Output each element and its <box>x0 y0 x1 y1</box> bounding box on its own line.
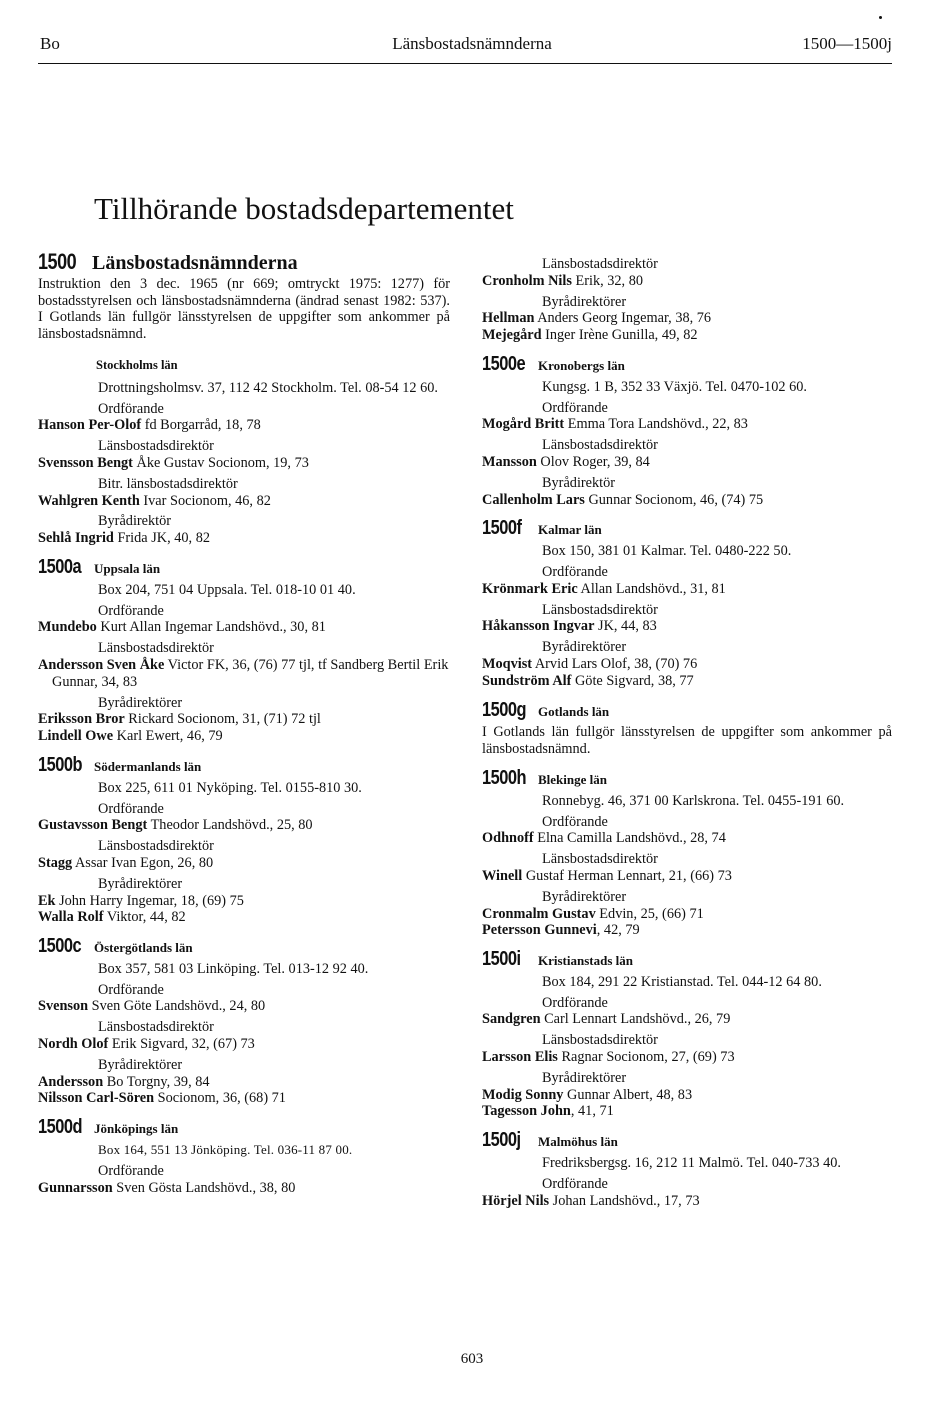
person-surname: Walla Rolf <box>38 909 104 926</box>
person-entry <box>38 909 450 926</box>
person-entry <box>482 618 892 635</box>
role-group <box>38 438 450 472</box>
role-title: Ordförande <box>542 1175 608 1192</box>
section-title: Uppsala län <box>94 560 161 576</box>
person-entry <box>482 1087 892 1104</box>
address-line: Drottningsholmsv. 37, 112 42 Stockholm. Tel. 08-54 12 60. <box>98 379 439 396</box>
role-group <box>482 1070 892 1120</box>
section-title: Malmöhus län <box>538 1134 618 1150</box>
person-entry <box>38 893 450 910</box>
person-entry <box>482 581 892 598</box>
person-entry <box>482 454 892 471</box>
person-surname: Mogård Britt <box>482 416 565 433</box>
person-surname: Callenholm Lars <box>482 491 585 508</box>
role-group <box>38 513 450 547</box>
section-heading <box>38 753 450 776</box>
person-surname: Sandgren <box>482 1011 541 1028</box>
section-title: Kristianstads län <box>538 953 633 969</box>
role-title: Länsbostadsdirektör <box>542 601 658 618</box>
person-details: Emma Tora Landshövd., 22, 83 <box>564 416 748 433</box>
section <box>482 517 892 689</box>
role-title: Byrådirektörer <box>542 1069 627 1086</box>
section-number: 1500j <box>482 1129 521 1152</box>
role-group <box>38 695 450 745</box>
person-surname: Modig Sonny <box>482 1086 564 1103</box>
role-title: Byrådirektörer <box>542 293 627 310</box>
role-title: Ordförande <box>98 400 164 417</box>
role-group <box>38 640 450 690</box>
person-details: Bo Torgny, 39, 84 <box>103 1073 210 1090</box>
person-surname: Gustavsson Bengt <box>38 817 148 834</box>
role-title: Länsbostadsdirektör <box>98 438 214 455</box>
role-group <box>38 1019 450 1053</box>
section <box>38 555 450 745</box>
section-number: 1500f <box>482 517 522 540</box>
section-intro: Instruktion den 3 dec. 1965 (nr 669; omtryckt 1975: 1277) för bostadsstyrelsen och länsbostadsnämnderna (ändrad senast 1982: 537). I Gotlands län fullgör länsstyrelsen de uppgifter som ankommer på länsbostadsnämnd. <box>38 275 450 343</box>
person-entry <box>482 416 892 433</box>
person-details: Rickard Socionom, 31, (71) 72 tjl <box>124 711 321 728</box>
role-group <box>482 564 892 598</box>
section-title: Östergötlands län <box>94 940 193 956</box>
person-surname: Nilsson Carl-Sören <box>38 1090 155 1107</box>
person-entry <box>482 310 892 327</box>
person-entry <box>38 1180 450 1197</box>
section-intro: I Gotlands län fullgör länsstyrelsen de uppgifter som ankommer på länsbostadsnämnd. <box>482 724 892 758</box>
person-entry <box>38 711 450 728</box>
section <box>482 698 892 758</box>
role-group <box>38 1057 450 1107</box>
section <box>38 1116 450 1196</box>
role-group <box>482 889 892 939</box>
section-title: Kronobergs län <box>538 357 625 373</box>
section-title: Gotlands län <box>538 703 610 719</box>
section-number: 1500g <box>482 698 527 721</box>
person-details: Åke Gustav Socionom, 19, 73 <box>132 454 309 471</box>
person-entry <box>482 1193 892 1210</box>
role-title: Länsbostadsdirektör <box>98 640 214 657</box>
person-surname: Wahlgren Kenth <box>38 492 140 509</box>
role-title: Länsbostadsdirektör <box>542 256 658 272</box>
person-entry <box>482 922 892 939</box>
person-entry <box>482 1103 892 1120</box>
person-details: Theodor Landshövd., 25, 80 <box>147 817 313 834</box>
section-heading <box>482 948 892 971</box>
role-title: Byrådirektörer <box>542 639 627 656</box>
person-surname: Andersson <box>38 1073 104 1090</box>
person-details: Frida JK, 40, 82 <box>113 530 210 547</box>
person-surname: Cronholm Nils <box>482 272 572 289</box>
person-details: Karl Ewert, 46, 79 <box>113 728 223 745</box>
section-number: 1500b <box>38 753 83 776</box>
county-subheading: Stockholms län <box>96 357 178 372</box>
role-title: Ordförande <box>542 813 608 830</box>
role-group <box>38 801 450 835</box>
role-group <box>482 995 892 1029</box>
person-entry <box>482 1049 892 1066</box>
role-group <box>38 1163 450 1197</box>
address-line: Box 150, 381 01 Kalmar. Tel. 0480-222 50. <box>542 543 792 560</box>
person-details: fd Borgarråd, 18, 78 <box>141 417 261 434</box>
person-surname: Petersson Gunnevi <box>482 922 597 939</box>
section <box>38 249 450 547</box>
person-surname: Hellman <box>482 310 535 327</box>
section-title: Jönköpings län <box>94 1121 179 1137</box>
section <box>482 948 892 1120</box>
section-heading <box>482 517 892 540</box>
person-entry <box>482 327 892 344</box>
section-heading <box>482 1129 892 1152</box>
person-surname: Mansson <box>482 453 537 470</box>
section-number: 1500e <box>482 352 526 375</box>
person-details: Ragnar Socionom, 27, (69) 73 <box>557 1049 735 1066</box>
role-group <box>38 476 450 510</box>
page-title: Tillhörande bostadsdepartementet <box>94 190 514 226</box>
person-entry <box>482 492 892 509</box>
section-number: 1500d <box>38 1116 83 1139</box>
header-title: Länsbostadsnämnderna <box>392 34 552 53</box>
header-rule <box>38 63 892 64</box>
person-surname: Hörjel Nils <box>482 1192 550 1209</box>
role-title: Byrådirektör <box>542 474 616 491</box>
address-line: Box 204, 751 04 Uppsala. Tel. 018-10 01 40. <box>98 581 356 598</box>
section-heading <box>482 352 892 375</box>
role-title: Ordförande <box>542 399 608 416</box>
section <box>482 1129 892 1209</box>
person-surname: Mundebo <box>38 619 97 636</box>
person-entry <box>38 657 450 691</box>
person-details: John Harry Ingemar, 18, (69) 75 <box>55 892 244 909</box>
person-surname: Odhnoff <box>482 830 534 847</box>
left-column <box>38 250 450 1196</box>
person-entry <box>482 656 892 673</box>
role-group <box>482 1032 892 1066</box>
person-entry <box>38 455 450 472</box>
person-details: Anders Georg Ingemar, 38, 76 <box>534 310 712 327</box>
person-entry <box>38 417 450 434</box>
person-entry <box>38 855 450 872</box>
section-title: Blekinge län <box>538 771 607 787</box>
role-title: Ordförande <box>98 1162 164 1179</box>
person-entry <box>38 1090 450 1107</box>
person-surname: Eriksson Bror <box>38 711 125 728</box>
section <box>38 935 450 1107</box>
person-surname: Larsson Elis <box>482 1049 558 1066</box>
role-title: Ordförande <box>98 602 164 619</box>
person-surname: Moqvist <box>482 655 533 672</box>
person-details: Erik, 32, 80 <box>571 272 643 289</box>
person-entry <box>482 673 892 690</box>
section-number: 1500i <box>482 948 521 971</box>
role-title: Ordförande <box>98 981 164 998</box>
person-surname: Gunnarsson <box>38 1179 113 1196</box>
role-title: Byrådirektörer <box>98 694 183 711</box>
person-details: Gunnar Albert, 48, 83 <box>563 1086 693 1103</box>
role-title: Länsbostadsdirektör <box>542 1032 658 1049</box>
person-surname: Håkansson Ingvar <box>482 618 595 635</box>
address-line: Box 225, 611 01 Nyköping. Tel. 0155-810 30. <box>98 779 362 796</box>
person-details: Ivar Socionom, 46, 82 <box>139 492 271 509</box>
role-group <box>482 400 892 434</box>
person-surname: Svensson Bengt <box>38 454 133 471</box>
role-group <box>482 602 892 636</box>
person-surname: Sundström Alf <box>482 672 572 689</box>
role-group <box>482 1176 892 1210</box>
role-group <box>482 256 892 290</box>
person-details: , 41, 71 <box>570 1103 614 1120</box>
person-details: Göte Sigvard, 38, 77 <box>571 672 694 689</box>
person-surname: Hanson Per-Olof <box>38 417 142 434</box>
person-surname: Tagesson John <box>482 1103 571 1120</box>
role-title: Länsbostadsdirektör <box>98 1019 214 1036</box>
person-details: Elna Camilla Landshövd., 28, 74 <box>533 830 726 847</box>
role-title: Bitr. länsbostadsdirektör <box>98 475 238 492</box>
section-number: 1500h <box>482 766 527 789</box>
role-group <box>38 876 450 926</box>
person-entry <box>482 868 892 885</box>
person-surname: Svenson <box>38 998 89 1015</box>
address-line: Box 357, 581 03 Linköping. Tel. 013-12 92 40. <box>98 960 369 977</box>
person-surname: Nordh Olof <box>38 1036 109 1053</box>
person-entry <box>482 1011 892 1028</box>
person-details: Erik Sigvard, 32, (67) 73 <box>108 1036 255 1053</box>
role-group <box>482 851 892 885</box>
role-group <box>38 838 450 872</box>
role-title: Byrådirektörer <box>542 888 627 905</box>
right-column <box>482 256 892 1209</box>
section-heading <box>38 555 450 578</box>
person-entry <box>38 1036 450 1053</box>
address-line: Ronnebyg. 46, 371 00 Karlskrona. Tel. 0455-191 60. <box>542 792 845 809</box>
section-title: Länsbostadsnämnderna <box>92 252 298 274</box>
section-title: Södermanlands län <box>94 758 202 774</box>
section-heading <box>38 249 450 274</box>
header-left-label: Bo <box>40 34 60 53</box>
person-details: Kurt Allan Ingemar Landshövd., 30, 81 <box>96 619 326 636</box>
section <box>38 753 450 926</box>
person-entry <box>38 817 450 834</box>
role-title: Länsbostadsdirektör <box>542 437 658 454</box>
role-title: Byrådirektör <box>98 513 172 530</box>
address-line: Box 164, 551 13 Jönköping. Tel. 036-11 87 00. <box>98 1142 353 1158</box>
person-details: Sven Göte Landshövd., 24, 80 <box>88 998 266 1015</box>
person-entry <box>38 619 450 636</box>
role-title: Ordförande <box>98 800 164 817</box>
person-surname: Winell <box>482 867 523 884</box>
address-line: Kungsg. 1 B, 352 33 Växjö. Tel. 0470-102 60. <box>542 378 807 395</box>
person-surname: Krönmark Eric <box>482 580 578 597</box>
person-details: Carl Lennart Landshövd., 26, 79 <box>540 1011 731 1028</box>
section <box>482 352 892 508</box>
person-details: Johan Landshövd., 17, 73 <box>549 1192 700 1209</box>
role-title: Länsbostadsdirektör <box>542 851 658 868</box>
header-page-range: 1500—1500j <box>802 34 892 53</box>
person-details: Sven Gösta Landshövd., 38, 80 <box>112 1179 296 1196</box>
role-group <box>38 401 450 435</box>
person-entry <box>38 530 450 547</box>
role-title: Länsbostadsdirektör <box>98 838 214 855</box>
person-entry <box>38 998 450 1015</box>
person-details: Assar Ivan Egon, 26, 80 <box>72 854 214 871</box>
person-details: Arvid Lars Olof, 38, (70) 76 <box>532 655 698 672</box>
address-line: Fredriksbergsg. 16, 212 11 Malmö. Tel. 040-733 40. <box>542 1155 841 1172</box>
role-group <box>482 437 892 471</box>
role-title: Byrådirektörer <box>98 875 183 892</box>
section <box>482 256 892 344</box>
person-details: Viktor, 44, 82 <box>103 909 186 926</box>
role-group <box>38 982 450 1016</box>
person-surname: Lindell Owe <box>38 728 114 745</box>
section-number: 1500 <box>38 249 77 274</box>
section-heading <box>482 698 892 721</box>
person-surname: Stagg <box>38 854 73 871</box>
person-entry <box>38 1074 450 1091</box>
person-details: Olov Roger, 39, 84 <box>536 453 650 470</box>
role-title: Ordförande <box>542 994 608 1011</box>
role-group <box>482 294 892 344</box>
role-group <box>482 639 892 689</box>
person-entry <box>482 906 892 923</box>
person-surname: Ek <box>38 892 56 909</box>
person-details: JK, 44, 83 <box>594 618 657 635</box>
person-surname: Andersson Sven Åke <box>38 656 165 673</box>
role-title: Byrådirektörer <box>98 1056 183 1073</box>
person-details: Socionom, 36, (68) 71 <box>154 1090 286 1107</box>
person-surname: Cronmalm Gustav <box>482 905 596 922</box>
person-details: Gustaf Herman Lennart, 21, (66) 73 <box>522 867 732 884</box>
person-entry <box>38 493 450 510</box>
page-number: 603 <box>460 1351 484 1367</box>
person-surname: Sehlå Ingrid <box>38 530 114 547</box>
role-group <box>38 603 450 637</box>
section <box>482 766 892 939</box>
section-number: 1500c <box>38 935 82 958</box>
person-entry <box>482 830 892 847</box>
section-heading <box>38 935 450 958</box>
person-entry <box>38 728 450 745</box>
person-details: Victor FK, 36, (76) 77 tjl, tf Sandberg Bertil Erik Gunnar, 34, 83 <box>52 656 449 690</box>
person-entry <box>482 273 892 290</box>
role-title: Ordförande <box>542 563 608 580</box>
section-heading <box>482 766 892 789</box>
person-details: Inger Irène Gunilla, 49, 82 <box>541 327 698 344</box>
section-number: 1500a <box>38 555 82 578</box>
person-details: , 42, 79 <box>596 922 640 939</box>
section-title: Kalmar län <box>538 522 602 538</box>
person-details: Allan Landshövd., 31, 81 <box>577 580 726 597</box>
person-surname: Mejegård <box>482 327 542 344</box>
person-details: Edvin, 25, (66) 71 <box>595 905 704 922</box>
header-dot-mark <box>879 16 882 19</box>
person-details: Gunnar Socionom, 46, (74) 75 <box>584 491 764 508</box>
section-heading <box>38 1116 450 1139</box>
role-group <box>482 475 892 509</box>
role-group <box>482 814 892 848</box>
address-line: Box 184, 291 22 Kristianstad. Tel. 044-12 64 80. <box>542 973 822 990</box>
